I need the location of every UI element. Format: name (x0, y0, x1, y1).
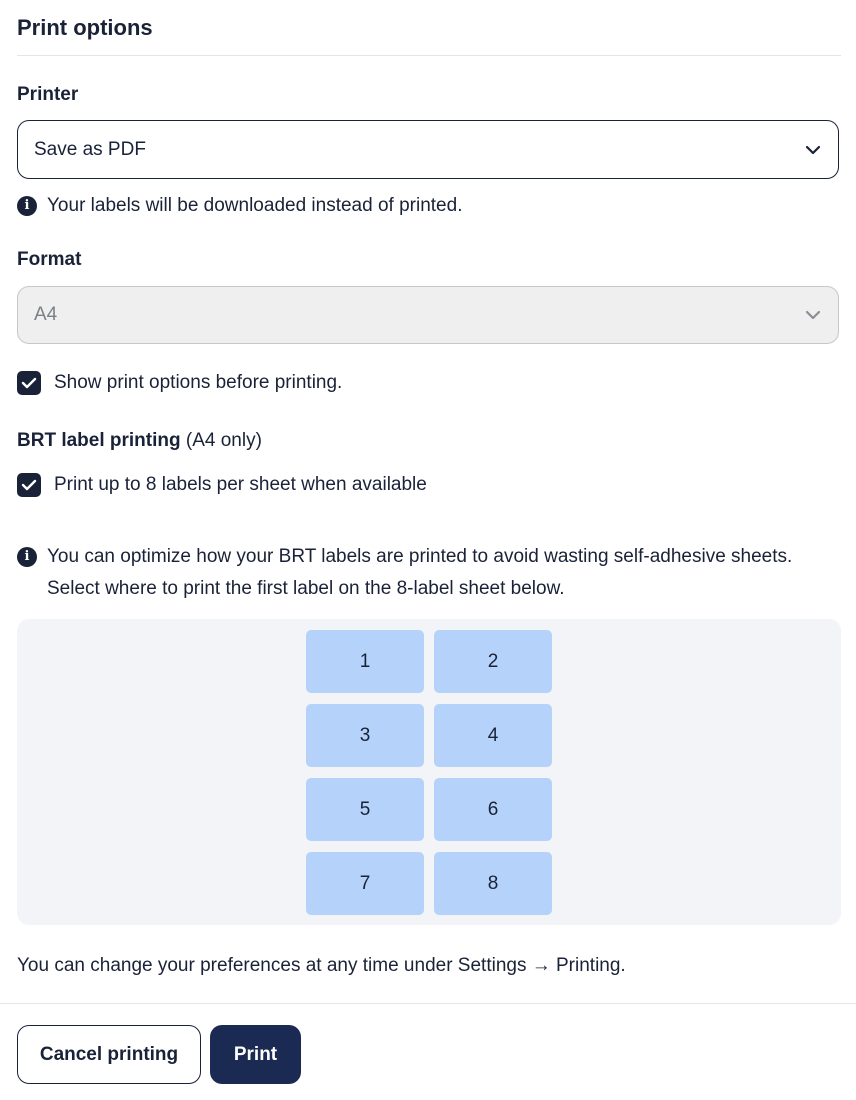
printer-select-value: Save as PDF (34, 138, 146, 160)
checkmark-icon (21, 377, 37, 389)
checkmark-icon (21, 479, 37, 491)
brt-checkbox-label: Print up to 8 labels per sheet when available (54, 474, 427, 495)
brt-heading-title: BRT label printing (17, 430, 181, 451)
label-slot-2[interactable]: 2 (434, 630, 552, 693)
info-icon: i (17, 547, 37, 567)
show-options-label: Show print options before printing. (54, 372, 343, 393)
cancel-printing-button[interactable]: Cancel printing (17, 1025, 201, 1084)
label-slot-5[interactable]: 5 (306, 778, 424, 841)
printer-select[interactable] (17, 120, 839, 179)
show-options-checkbox[interactable] (17, 371, 41, 395)
label-slot-4[interactable]: 4 (434, 704, 552, 767)
print-button[interactable]: Print (210, 1025, 301, 1084)
brt-info-line2: Select where to print the first label on the 8-label sheet below. (47, 578, 565, 599)
brt-info-line1: You can optimize how your BRT labels are printed to avoid wasting self-adhesive sheets. (47, 546, 793, 567)
brt-heading-note: (A4 only) (185, 430, 262, 451)
info-icon: i (17, 196, 37, 216)
chevron-down-icon (805, 145, 821, 155)
label-slot-7[interactable]: 7 (306, 852, 424, 915)
brt-heading (17, 430, 262, 452)
printer-label: Printer (17, 84, 79, 105)
page-title: Print options (17, 15, 153, 40)
footer-divider (0, 1003, 856, 1004)
show-options-checkbox-row[interactable] (17, 371, 342, 395)
title-divider (17, 55, 841, 56)
format-select-value: A4 (34, 304, 58, 325)
label-slot-1[interactable]: 1 (306, 630, 424, 693)
preferences-note: You can change your preferences at any time under Settings → Printing. (17, 955, 626, 976)
brt-info (17, 541, 792, 605)
printer-info (17, 190, 462, 222)
brt-checkbox-row[interactable] (17, 473, 427, 497)
printer-info-text: Your labels will be downloaded instead of printed. (47, 195, 463, 216)
format-select (17, 286, 839, 344)
label-slot-3[interactable]: 3 (306, 704, 424, 767)
format-label: Format (17, 249, 82, 270)
label-sheet-panel (17, 619, 841, 925)
brt-checkbox[interactable] (17, 473, 41, 497)
label-slot-6[interactable]: 6 (434, 778, 552, 841)
label-slot-8[interactable]: 8 (434, 852, 552, 915)
chevron-down-icon (805, 310, 821, 320)
